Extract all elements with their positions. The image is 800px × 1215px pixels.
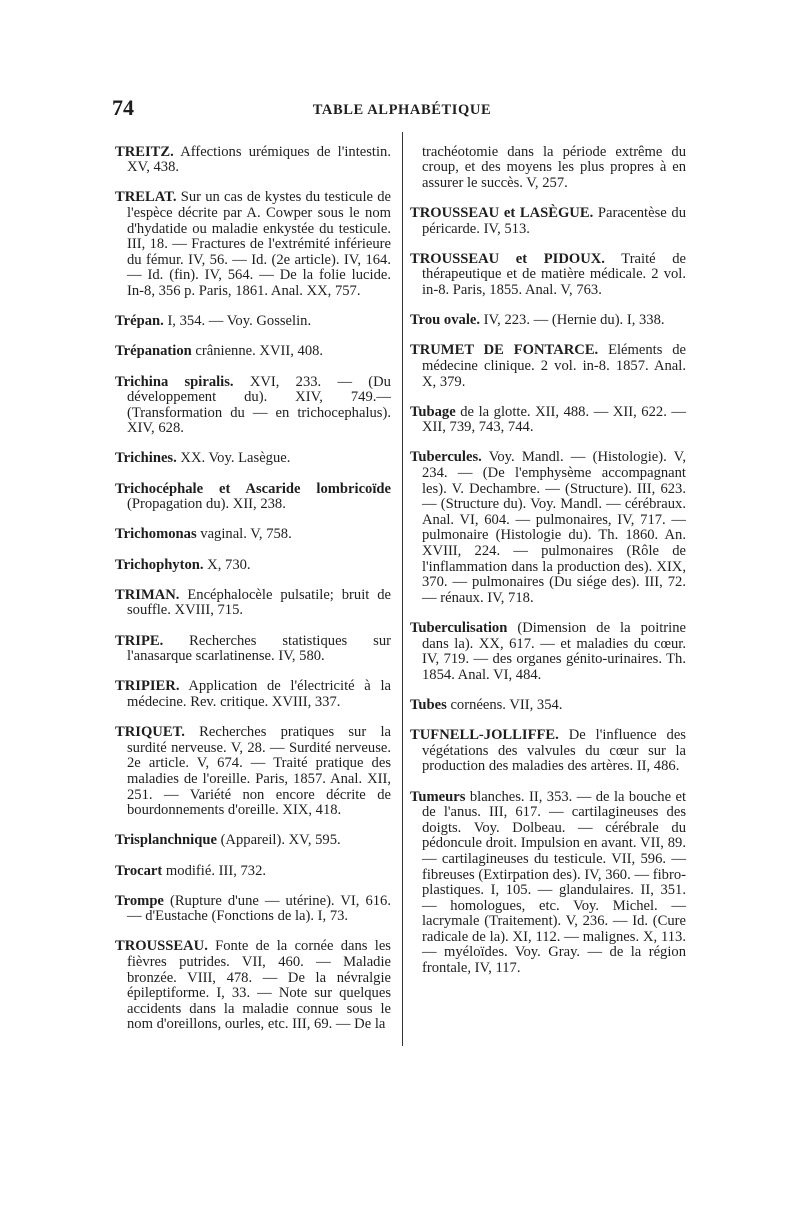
entry-text: I, 354. — Voy. Gosselin. — [163, 313, 312, 330]
index-entry — [115, 314, 391, 330]
entry-headword: Trou ovale. — [410, 312, 480, 329]
entry-headword: Tumeurs — [410, 788, 466, 805]
index-entry — [115, 558, 391, 574]
entry-text: de la glotte. XII, 488. — XII, 622. — XII, 739, 743, 744. — [422, 403, 686, 436]
entry-headword: Trichines. — [115, 450, 177, 467]
entry-text: (Rupture d'une — utérine). VI, 616. — d'Eustache (Fonctions de la). I, 73. — [127, 892, 391, 925]
entry-headword: TROUSSEAU et LASÈGUE. — [410, 204, 594, 221]
entry-text: Affections urémiques de l'intestin. XV, 438. — [127, 143, 391, 176]
index-entry — [115, 527, 391, 543]
entry-text: crânienne. XVII, 408. — [191, 343, 324, 360]
index-entry — [410, 621, 686, 683]
entry-text: Sur un cas de kystes du testicule de l'espèce décrite par A. Cowper sous le nom d'hydatide ou maladie enkystée du testicule. III, 18. — Fractures de l'extrémité inférieure du fémur. IV, 56. — Id. (2e article). IV, 164. — Id. (fin). IV, 564. — De la folie lucide. In-8, 356 p. Paris, 1861. Anal. XX, 757. — [127, 189, 391, 299]
entry-headword: TROUSSEAU. — [115, 938, 208, 955]
entry-headword: TRUMET DE FONTARCE. — [410, 342, 599, 359]
entry-headword: TREITZ. — [115, 143, 174, 160]
entry-headword: TROUSSEAU et PIDOUX. — [410, 250, 605, 267]
entry-text: IV, 223. — (Hernie du). I, 338. — [480, 312, 665, 329]
entry-headword: Trompe — [115, 892, 164, 909]
entry-text: Encéphalocèle pulsatile; bruit de souffle. XVIII, 715. — [127, 586, 391, 619]
entry-headword: Trocart — [115, 862, 163, 879]
entry-text: trachéotomie dans la période extrême du croup, et des moyens les plus propres à en assurer le succès. V, 257. — [422, 143, 686, 191]
entry-text: Traité de thérapeutique et de matière médicale. 2 vol. in-8. Paris, 1855. Anal. V, 763. — [422, 250, 686, 298]
entry-text: XVI, 233. — (Du développement du). XIV, 749.— (Transformation du — en trichocephalus). XIV, 628. — [127, 373, 391, 437]
index-entry — [115, 864, 391, 880]
index-entry — [410, 145, 686, 192]
entry-text: Voy. Mandl. — (Histologie). V, 234. — (De l'emphysème accompagnant les). V. Dechambre. — (Structure). III, 623. — (Structure du). Voy. Mandl. — cérébraux. Anal. VI, 604. — pulmonaires, IV, 717. — pulmonaire (Histologie du). Th. 1860. An. XVIII, 224. — pulmonaires (Rôle de l'inflammation dans la production des). XIX, 370. — pulmonaires (Du siége des). III, 72. — rénaux. IV, 718. — [422, 449, 686, 606]
index-entry — [410, 343, 686, 390]
entry-headword: TRIMAN. — [115, 586, 180, 603]
entry-text: (Dimension de la poitrine dans la). XX, 617. — et maladies du cœur. IV, 719. — des organes génito-urinaires. Th. 1854. Anal. VI, 484. — [422, 620, 686, 683]
page-number: 74 — [112, 95, 134, 120]
entry-headword: Tubage — [410, 403, 456, 420]
entry-headword: TRIQUET. — [115, 724, 185, 741]
entry-headword: Trichina spiralis. — [115, 373, 234, 390]
entry-headword: Tuberculisation — [410, 620, 508, 636]
entry-text: X, 730. — [203, 556, 251, 573]
entry-headword: Trépanation — [115, 343, 192, 360]
index-entry — [115, 939, 391, 1033]
index-entry — [410, 405, 686, 436]
column-divider — [402, 132, 403, 1046]
index-entry — [410, 450, 686, 606]
index-entry — [115, 725, 391, 819]
entry-headword: TRELAT. — [115, 189, 177, 206]
index-entry — [410, 728, 686, 775]
entry-headword: Trichomonas — [115, 526, 197, 543]
index-entry — [410, 698, 686, 714]
right-column — [410, 130, 686, 983]
index-entry — [115, 451, 391, 467]
index-entry — [115, 894, 391, 925]
entry-text: Eléments de médecine clinique. 2 vol. in-8. 1857. Anal. X, 379. — [422, 342, 686, 390]
running-title: TABLE ALPHABÉTIQUE — [312, 102, 492, 118]
index-entry — [410, 313, 686, 329]
entry-headword: Trichophyton. — [115, 556, 204, 573]
entry-text: vaginal. V, 758. — [196, 526, 292, 543]
left-column — [115, 130, 391, 1039]
entry-text: blanches. II, 353. — de la bouche et de l'anus. III, 617. — cartilagineuses des doigts. Voy. Dolbeau. — cérébrale du pédoncule droit. Impulsion en avant. VII, 89. — cartilagineuses du testicule. VII, 596. — fibreuses (Extirpation des). IV, 360. — fibro-plastiques. I, 105. — glandulaires. II, 351. — homologues, etc. Voy. Michel. — lacrymale (Traitement). V, 236. — Id. (Cure radicale de la). XI, 112. — malignes. X, 113. — myéloïdes. Voy. Gray. — de la région frontale, IV, 117. — [422, 788, 686, 977]
entry-headword: Tubercules. — [410, 449, 482, 466]
index-entry — [115, 588, 391, 619]
entry-text: (Propagation du). XII, 238. — [127, 496, 286, 513]
entry-text: cornéens. VII, 354. — [446, 696, 563, 713]
entry-headword: Trichocéphale et Ascaride lombricoïde — [115, 480, 391, 497]
entry-headword: TRIPE. — [115, 632, 164, 649]
entry-text: Paracentèse du péricarde. IV, 513. — [422, 204, 686, 237]
entry-headword: Tubes — [410, 696, 447, 713]
entry-text: De l'influence des végétations des valvules du cœur sur la production des maladies des artères. II, 486. — [422, 727, 686, 775]
index-entry — [115, 634, 391, 665]
entry-text: Recherches pratiques sur la surdité nerveuse. V, 28. — Surdité nerveuse. 2e article. V, 674. — Traité pratique des maladies de l'oreille. Paris, 1857. Anal. XII, 251. — Variété non encore décrite de bourdonnements d'oreille. XIX, 418. — [127, 724, 391, 819]
entry-headword: TUFNELL-JOLLIFFE. — [410, 727, 559, 744]
index-entry — [115, 344, 391, 360]
index-entry — [115, 679, 391, 710]
entry-headword: Trisplanchnique — [115, 832, 217, 849]
index-entry — [410, 206, 686, 237]
entry-headword: Trépan. — [115, 313, 164, 330]
entry-text: Fonte de la cornée dans les fièvres putrides. VII, 460. — Maladie bronzée. VIII, 478. — De la névralgie épileptiforme. I, 33. — Note sur quelques accidents dans la maladie connue sous le nom d'oreillons, ourles, etc. III, 69. — De la — [127, 938, 391, 1033]
entry-text: Recherches statistiques sur l'anasarque scarlatinense. IV, 580. — [127, 632, 391, 665]
entry-text: (Appareil). XV, 595. — [216, 832, 341, 849]
index-entry — [410, 252, 686, 299]
index-entry — [115, 833, 391, 849]
page-header — [112, 95, 692, 125]
index-entry — [115, 145, 391, 176]
entry-text: XX. Voy. Lasègue. — [176, 450, 291, 467]
entry-headword: TRIPIER. — [115, 678, 180, 695]
index-entry — [115, 375, 391, 437]
index-entry — [115, 190, 391, 299]
index-entry — [115, 482, 391, 513]
entry-text: modifié. III, 732. — [162, 862, 267, 879]
entry-text: Application de l'électricité à la médecine. Rev. critique. XVIII, 337. — [127, 678, 391, 710]
index-entry — [410, 790, 686, 977]
